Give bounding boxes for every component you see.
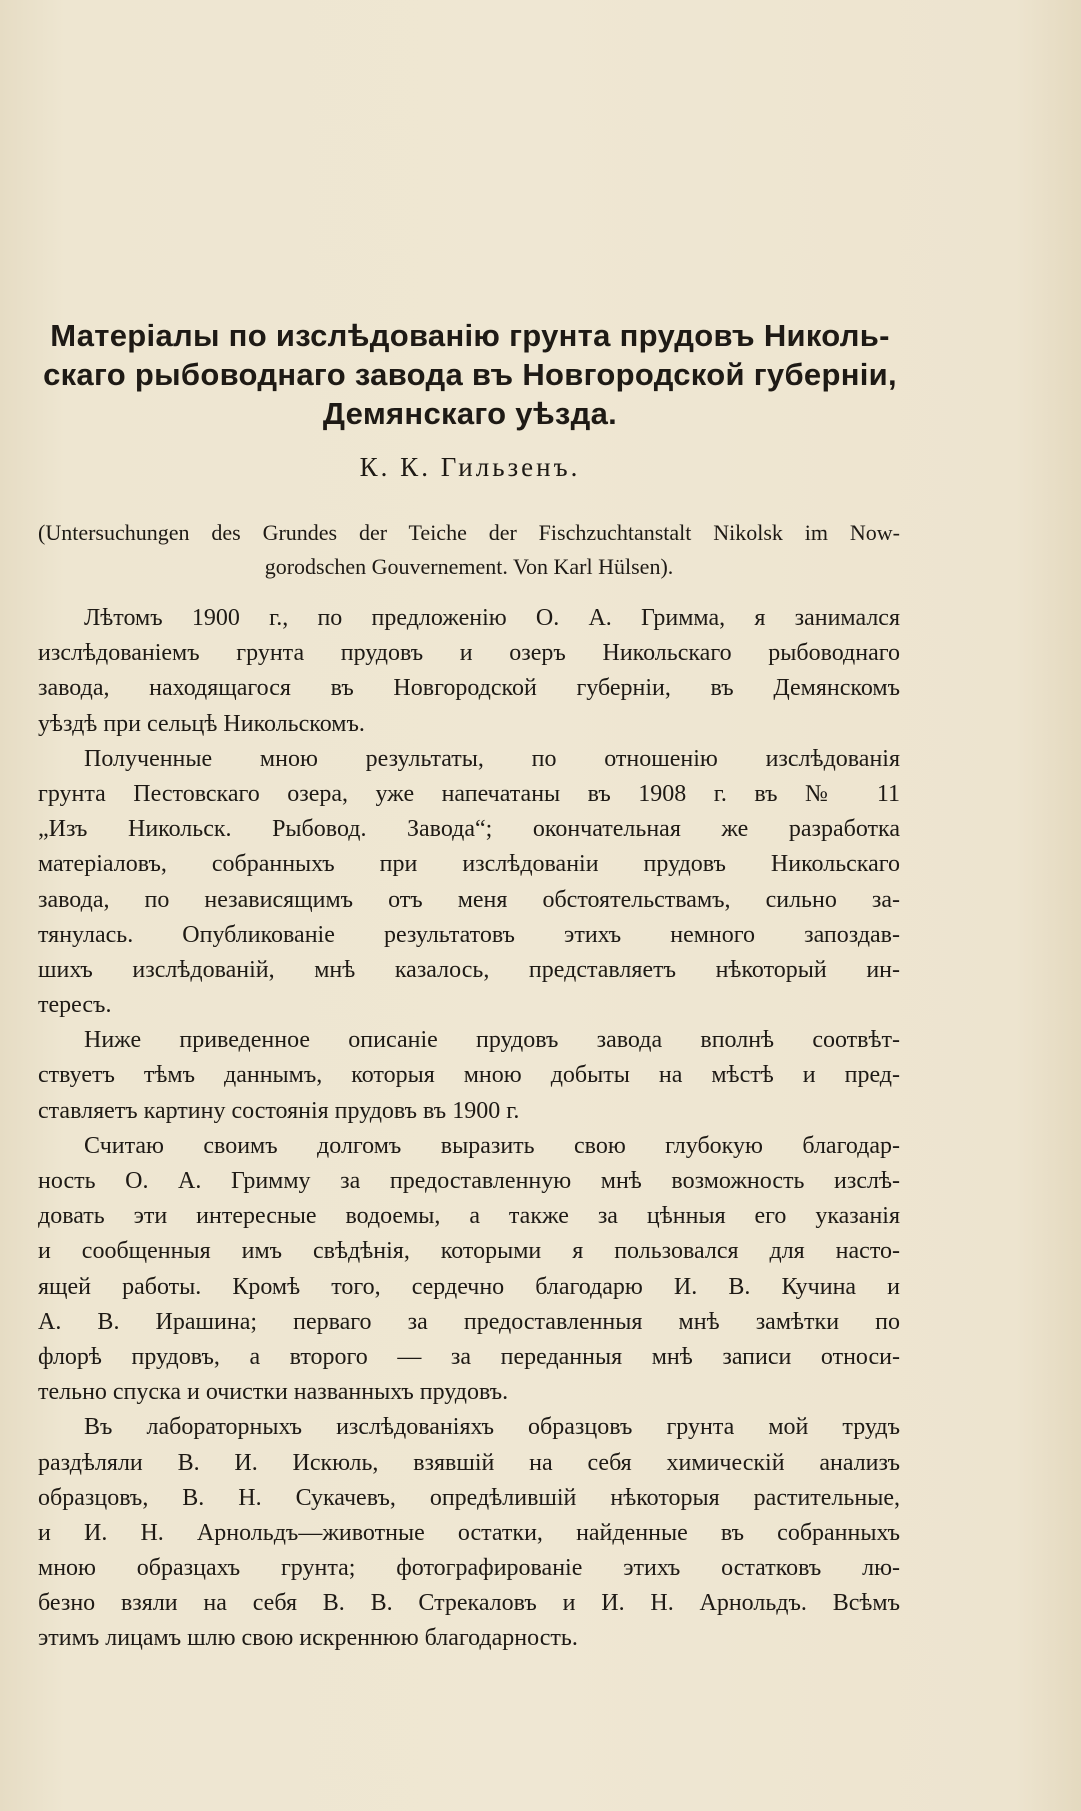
body-line: безно взяли на себя В. В. Стрекаловъ и И. Н. Арнольдъ. Всѣмъ bbox=[38, 1590, 900, 1617]
author-name: К. К. Гильзенъ. bbox=[359, 452, 581, 482]
body-line: образцовъ, В. Н. Сукачевъ, опредѣлившій нѣкоторыя растительные, bbox=[38, 1484, 900, 1511]
title-line: скаго рыбоводнаго завода въ Новгородской губерніи, bbox=[43, 357, 897, 392]
body-line: шихъ изслѣдованій, мнѣ казалось, представляетъ нѣкоторый ин- bbox=[38, 956, 900, 983]
body-line: флорѣ прудовъ, а второго — за переданныя мнѣ записи относи- bbox=[38, 1343, 900, 1370]
body-line: „Изъ Никольск. Рыбовод. Завода“; окончательная же разработка bbox=[38, 816, 900, 843]
body-line: ность О. А. Гримму за предоставленную мнѣ возможность изслѣ- bbox=[38, 1168, 900, 1194]
body-line: ствуетъ тѣмъ даннымъ, которыя мною добыты на мѣстѣ и пред- bbox=[38, 1062, 900, 1089]
german-subtitle bbox=[38, 516, 900, 584]
body-line: этимъ лицамъ шлю свою искреннюю благодарность. bbox=[38, 1625, 578, 1652]
body-line: уѣздѣ при сельцѣ Никольскомъ. bbox=[38, 710, 365, 737]
german-subtitle-line: gorodschen Gouvernement. Von Karl Hülsen). bbox=[264, 554, 674, 579]
body-line: грунта Пестовскаго озера, уже напечатаны въ 1908 г. въ № 11 bbox=[38, 780, 900, 807]
body-line: довать эти интересные водоемы, а также за цѣнныя его указанія bbox=[38, 1203, 900, 1230]
body-line: раздѣляли В. И. Искюль, взявшій на себя химическій анализъ bbox=[38, 1449, 900, 1476]
body-line: тересъ. bbox=[38, 992, 112, 1019]
title-line: Демянскаго уѣзда. bbox=[322, 396, 618, 431]
body-line: ставляетъ картину состоянія прудовъ въ 1900 г. bbox=[38, 1097, 520, 1124]
body-line: тельно спуска и очистки названныхъ прудовъ. bbox=[38, 1379, 509, 1406]
body-line: Полученные мною результаты, по отношенію изслѣдованія bbox=[84, 745, 900, 772]
body-line: и сообщенныя имъ свѣдѣнія, которыми я пользовался для насто- bbox=[38, 1238, 900, 1265]
body-line: Въ лабораторныхъ изслѣдованіяхъ образцовъ грунта мой трудъ bbox=[84, 1414, 900, 1441]
title-line: Матеріалы по изслѣдованію грунта прудовъ Николь- bbox=[50, 318, 890, 353]
body-line: Считаю своимъ долгомъ выразить свою глубокую благодар- bbox=[84, 1132, 900, 1159]
body-line: ящей работы. Кромѣ того, сердечно благодарю И. В. Кучина и bbox=[38, 1273, 900, 1300]
body-line: А. В. Ирашина; перваго за предоставленныя мнѣ замѣтки по bbox=[38, 1308, 900, 1335]
body-line: матеріаловъ, собранныхъ при изслѣдованіи прудовъ Никольскаго bbox=[38, 851, 900, 878]
body-line: изслѣдованіемъ грунта прудовъ и озеръ Никольскаго рыбоводнаго bbox=[38, 640, 900, 667]
body-line: тянулась. Опубликованіе результатовъ этихъ немного запоздав- bbox=[38, 921, 900, 948]
body-line: мною образцахъ грунта; фотографированіе этихъ остатковъ лю- bbox=[38, 1555, 900, 1582]
body-line: Ниже приведенное описаніе прудовъ завода вполнѣ соотвѣт- bbox=[84, 1027, 900, 1054]
body-line: Лѣтомъ 1900 г., по предложенію О. А. Гримма, я занимался bbox=[84, 605, 900, 631]
body-line: и И. Н. Арнольдъ—животные остатки, найденные въ собранныхъ bbox=[38, 1519, 900, 1546]
body-line: завода, по независящимъ отъ меня обстоятельствамъ, сильно за- bbox=[38, 886, 900, 913]
body-line: завода, находящагося въ Новгородской губерніи, въ Демянскомъ bbox=[38, 675, 900, 702]
german-subtitle-line: (Untersuchungen des Grundes der Teiche der Fischzuchtanstalt Nikolsk im Now- bbox=[38, 520, 900, 545]
body-text bbox=[38, 601, 900, 1657]
article-title bbox=[40, 316, 900, 433]
